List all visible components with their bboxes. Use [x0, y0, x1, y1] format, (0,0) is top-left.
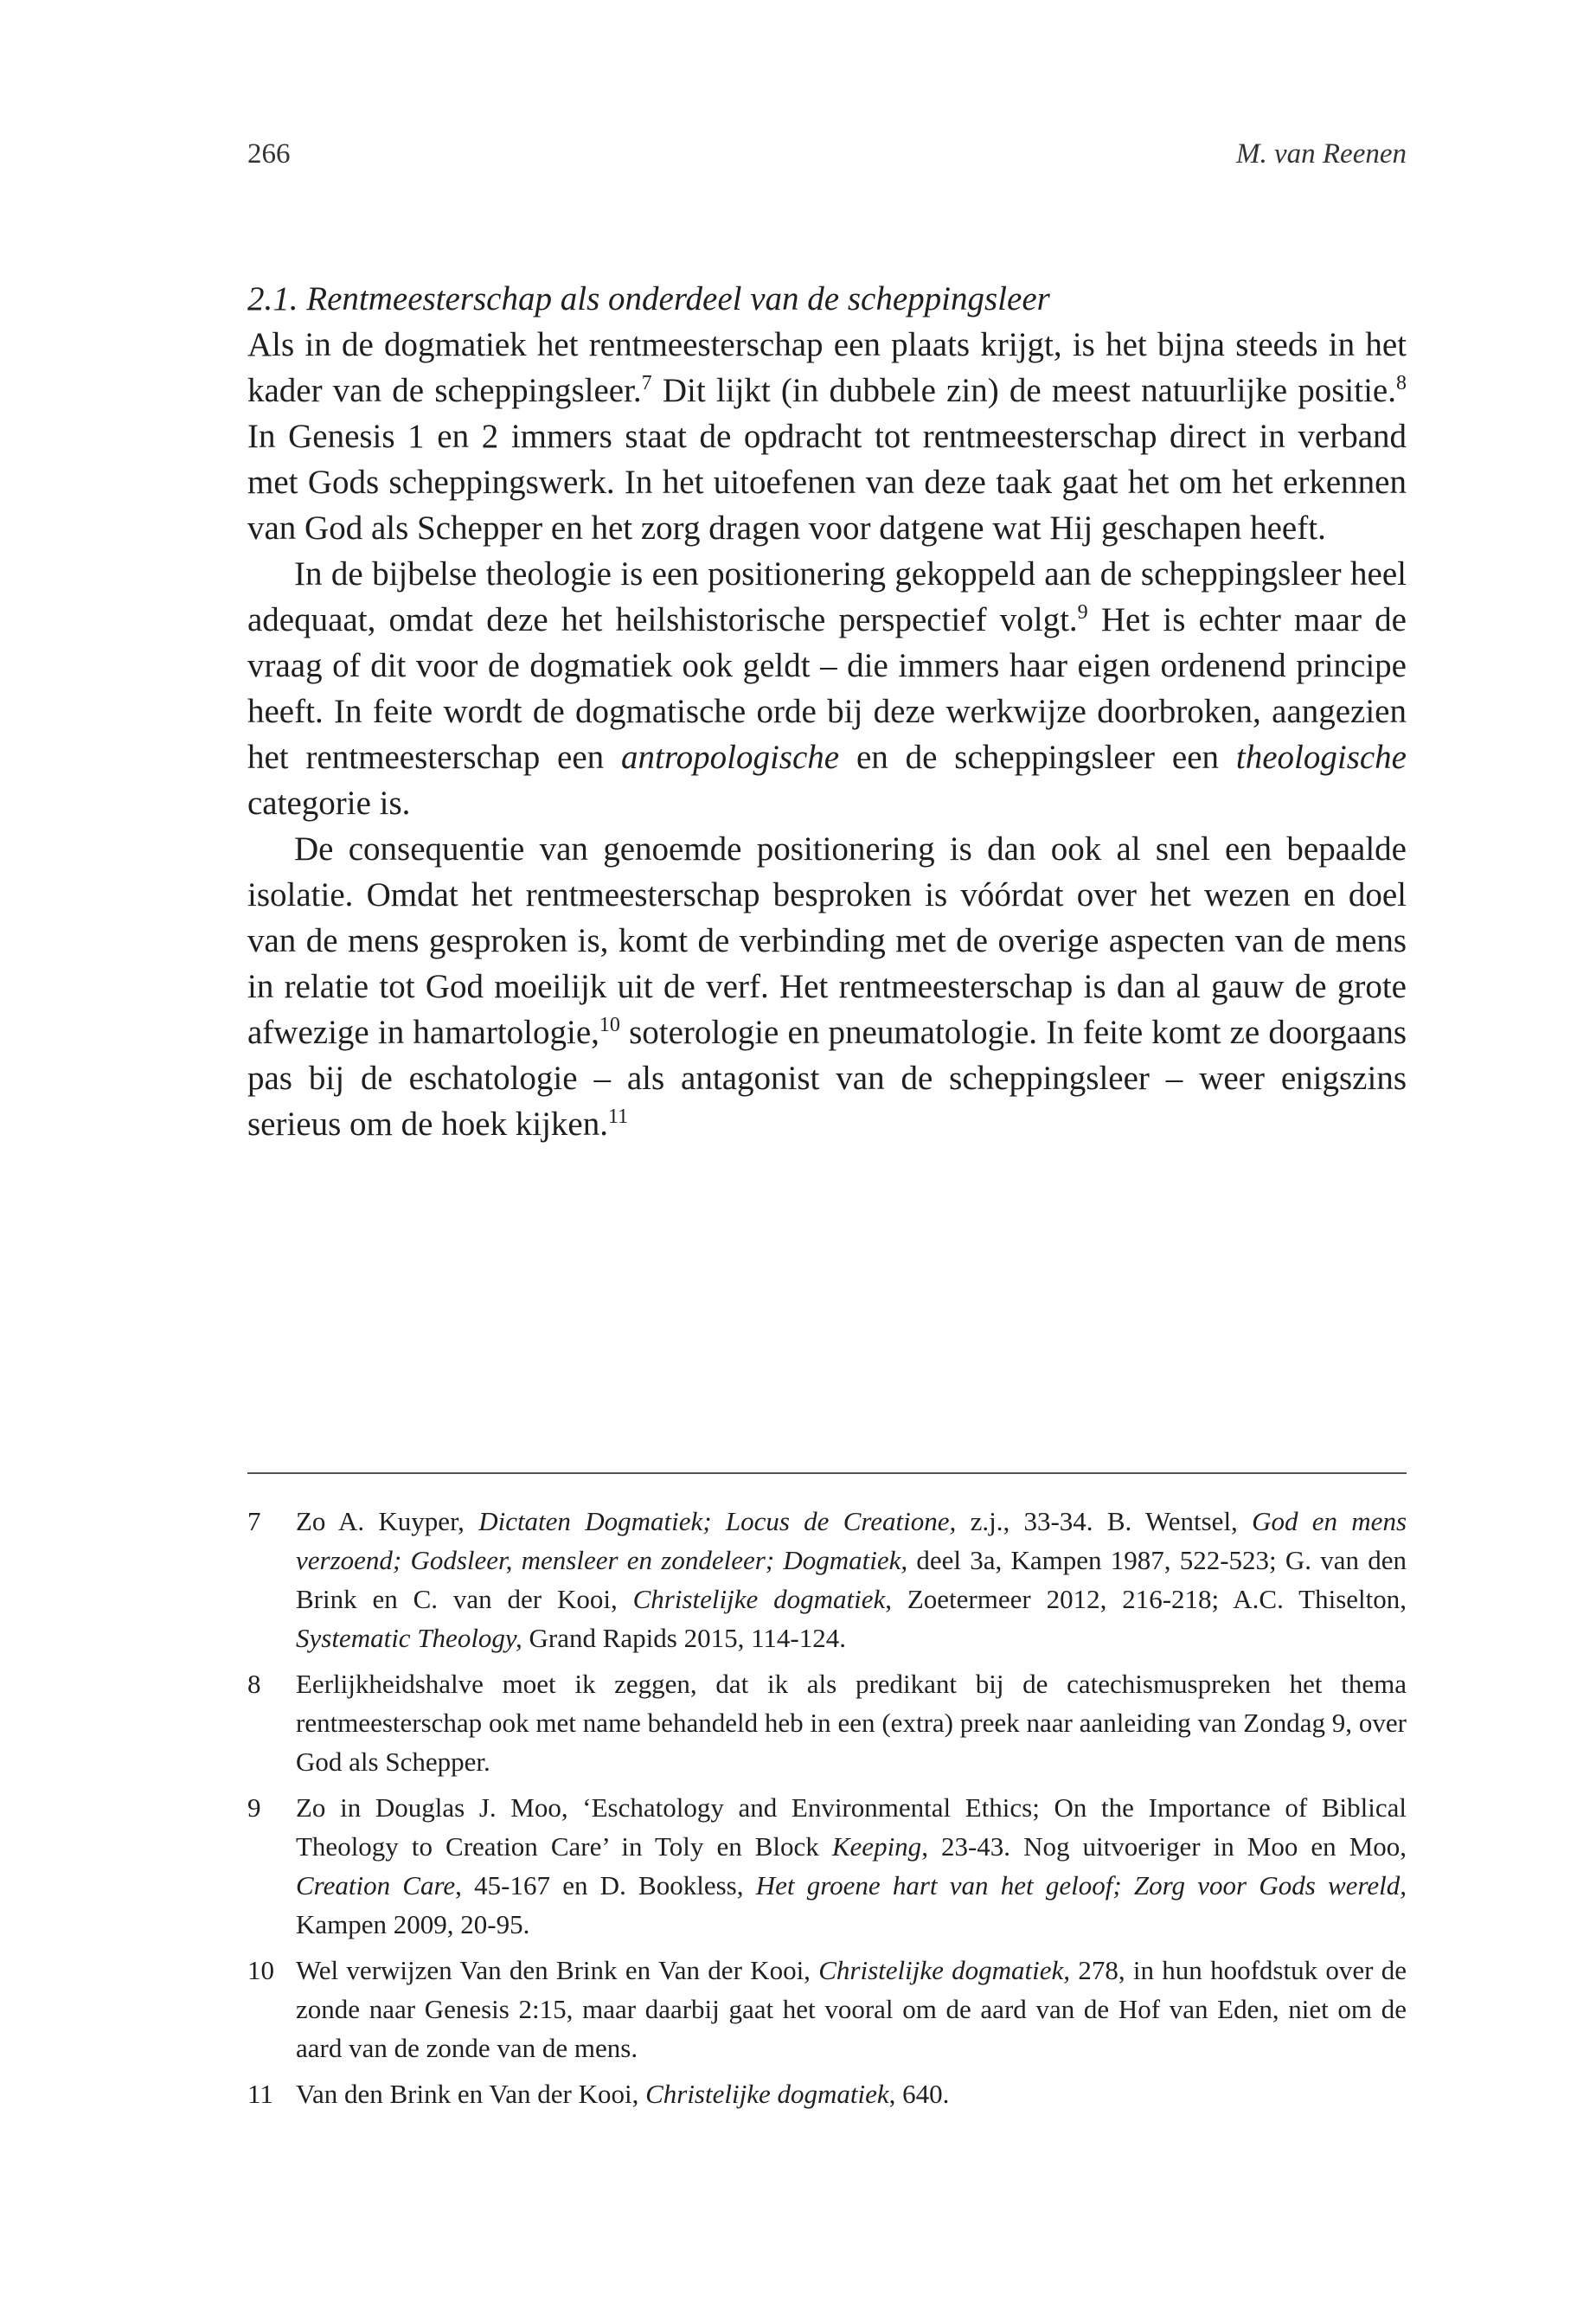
- footnote-text: [296, 2074, 1407, 2113]
- emphasis: Keeping: [831, 1831, 922, 1862]
- text-run: Het is echter maar de vraag of dit voor de dogmatiek ook geldt – die immers haar eigen ordenend principe heeft. In feite wordt de dogmatische orde bij deze werkwijze doorbroken, aangezien het rentmeesterschap een: [247, 601, 1407, 776]
- text-run: Wel verwijzen Van den Brink en Van der Kooi,: [296, 1955, 819, 1985]
- emphasis: Christelijke dogmatiek: [645, 2079, 889, 2109]
- text-run: , 45-167 en D. Bookless,: [455, 1870, 756, 1900]
- text-run: deel 3a, Kampen 1987, 522-523; G. van den Brink en C. van der Kooi,: [296, 1545, 1407, 1614]
- page-number: 266: [247, 138, 291, 170]
- footnote-number: 11: [247, 2079, 273, 2109]
- running-head: [247, 138, 1407, 170]
- footnote-number: 10: [247, 1955, 274, 1985]
- text-run: Van den Brink en Van der Kooi,: [296, 2079, 646, 2109]
- footnote-8: [247, 1664, 1407, 1781]
- footnote-ref-10[interactable]: 10: [599, 1014, 620, 1036]
- emphasis: Creation Care: [296, 1870, 456, 1900]
- emphasis: God en mens verzoend; Godsleer, mensleer en zondeleer; Dogmatiek,: [296, 1506, 1407, 1575]
- emphasis: Dictaten Dogmatiek; Locus de Creatione,: [478, 1506, 957, 1536]
- footnote-text: [296, 1788, 1407, 1944]
- text-run: Als in de dogmatiek het rentmeesterschap een plaats krijgt, is het bijna steeds in het kader van de scheppingsleer.: [247, 326, 1407, 409]
- footnote-ref-7[interactable]: 7: [641, 372, 652, 394]
- footnote-number: 7: [247, 1506, 261, 1536]
- emphasis: Christelijke dogmatiek,: [818, 1955, 1071, 1985]
- emphasis: Christelijke dogmatiek: [632, 1584, 886, 1614]
- text-run: z.j., 33-34. B. Wentsel,: [956, 1506, 1253, 1536]
- text-run: , 23-43. Nog uitvoeriger in Moo en Moo,: [921, 1831, 1407, 1862]
- paragraph-1: [247, 322, 1407, 551]
- footnote-number: 8: [247, 1669, 261, 1699]
- text-run: , Zoetermeer 2012, 216-218; A.C. Thiselton,: [885, 1584, 1407, 1614]
- text-run: Dit lijkt (in dubbele zin) de meest natuurlijke positie.: [651, 372, 1396, 409]
- text-run: Grand Rapids 2015, 114-124.: [522, 1623, 846, 1653]
- paragraph-2: [247, 551, 1407, 826]
- text-run: In Genesis 1 en 2 immers staat de opdracht tot rentmeesterschap direct in verband met Gods scheppingswerk. In het uitoefenen van deze taak gaat het om het erkennen van God als Schepper en het zorg dragen voor datgene wat Hij geschapen heeft.: [247, 418, 1407, 547]
- emphasis: theologische: [1235, 739, 1407, 776]
- text-run: Eerlijkheidshalve moet ik zeggen, dat ik als predikant bij de catechismuspreken het thema rentmeesterschap ook met name behandeld heb in een (extra) preek naar aanleiding van Zondag 9, over God als Schepper.: [296, 1669, 1407, 1777]
- footnotes: [247, 1502, 1407, 2120]
- text-run: Zo A. Kuyper,: [296, 1506, 479, 1536]
- footnote-7: [247, 1502, 1407, 1657]
- emphasis: Het groene hart van het geloof; Zorg voor Gods wereld,: [755, 1870, 1407, 1900]
- footnote-text: [296, 1951, 1407, 2067]
- body-text: [247, 322, 1407, 1147]
- text-run: en de scheppingsleer een: [839, 739, 1236, 776]
- text-run: Zo in Douglas J. Moo, ‘Eschatology and Environmental Ethics; On the Importance of Biblical Theology to Creation Care’ in Toly en Block: [296, 1792, 1407, 1862]
- text-run: categorie is.: [247, 785, 411, 822]
- footnote-11: [247, 2074, 1407, 2113]
- footnote-ref-9[interactable]: 9: [1077, 601, 1088, 624]
- footnote-text: [296, 1664, 1407, 1781]
- text-run: In de bijbelse theologie is een positionering gekoppeld aan de scheppingsleer heel adequaat, omdat deze het heilshistorische perspectief volgt.: [247, 555, 1407, 638]
- running-head-author: M. van Reenen: [1236, 138, 1407, 170]
- footnote-10: [247, 1951, 1407, 2067]
- footnote-ref-8[interactable]: 8: [1396, 372, 1407, 394]
- text-run: Kampen 2009, 20-95.: [296, 1909, 530, 1939]
- text-run: De consequentie van genoemde positionering is dan ook al snel een bepaalde isolatie. Omdat het rentmeesterschap besproken is vóórdat over het wezen en doel van de mens gesproken is, komt de verbinding met de overige aspecten van de mens in relatie tot God moeilijk uit de verf. Het rentmeesterschap is dan al gauw de grote afwezige in hamartologie,: [247, 830, 1407, 1051]
- footnote-number: 9: [247, 1792, 261, 1823]
- emphasis: antropologische: [621, 739, 840, 776]
- text-run: 278, in hun hoofdstuk over de zonde naar Genesis 2:15, maar daarbij gaat het vooral om de aard van de Hof van Eden, niet om de aard van de zonde van de mens.: [296, 1955, 1407, 2063]
- emphasis: Systematic Theology,: [296, 1623, 522, 1653]
- text-run: soterologie en pneumatologie. In feite komt ze doorgaans pas bij de eschatologie – als antagonist van de scheppingsleer – weer enigszins serieus om de hoek kijken.: [247, 1014, 1407, 1143]
- footnote-divider: [247, 1472, 1407, 1474]
- section-title: 2.1. Rentmeesterschap als onderdeel van de scheppingsleer: [247, 280, 1050, 317]
- footnote-9: [247, 1788, 1407, 1944]
- footnote-text: [296, 1502, 1407, 1657]
- text-run: , 640.: [888, 2079, 950, 2109]
- footnote-ref-11[interactable]: 11: [607, 1106, 629, 1128]
- paragraph-3: [247, 826, 1407, 1147]
